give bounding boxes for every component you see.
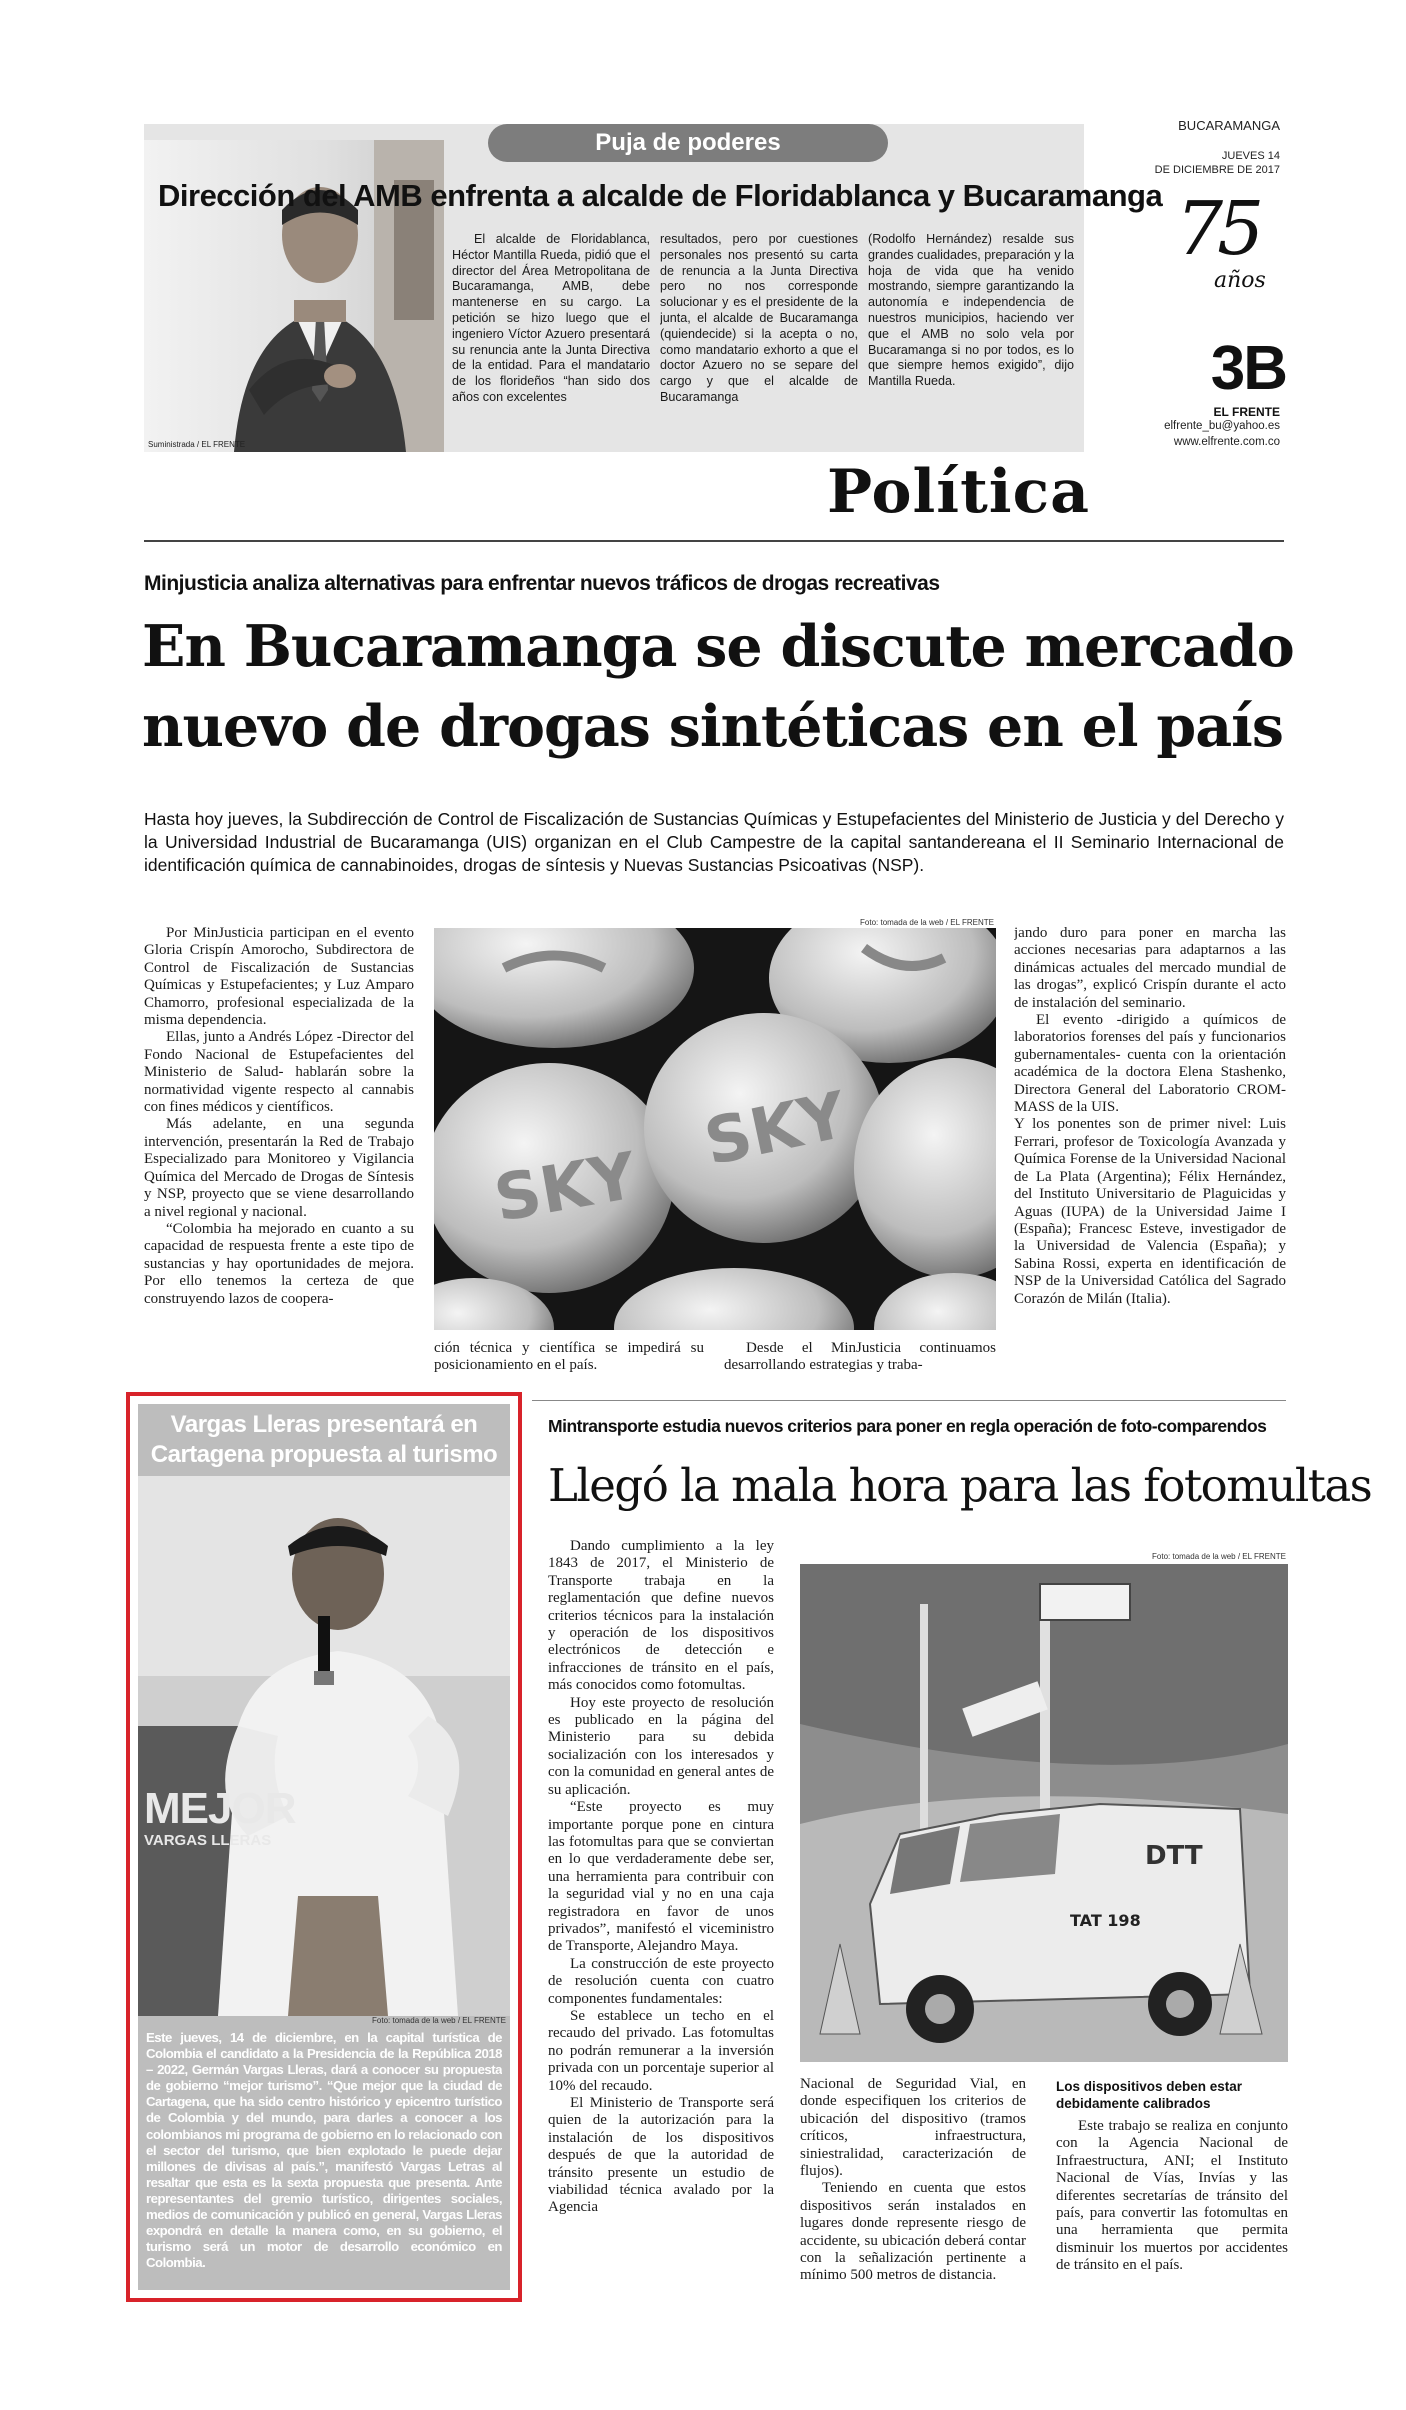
transport-col-1: Dando cumplimiento a la ley 1843 de 2017, el Ministerio de Transporte trabaja en la reglamentación que define nuevos criterios técnicos para la instalación y operación de los dispositivos electrónicos de detección e infracciones de tránsito en el país, más conocidos como fotomultas. Hoy este proyecto de resolución es publicado en la página del Ministerio para su debida socialización con los interesados y con la comunidad en general antes de su aplicación. “Este proyecto es muy importante porque pone en cintura las fotomultas para que se conviertan en lo que verdaderamente debe ser, una herramienta para contribuir con la seguridad vial y no en una caja registradora en favor de unos privados”, manifestó el viceministro de Transporte, Alejandro Maya. La construcción de este proyecto de resolución cuenta con cuatro componentes fundamentales: Se establece un techo en el recaudo del privado. Las fotomultas no podrán remunerar a la inversión privada con un porcentaje superior al 10% del recaudo. El Ministerio de Transporte será quien de la autorización para la instalación de los dispositivos después de que la autoridad de tránsito presente un estudio de viabilidad técnica avalado por la Agencia xyxy=(548,1538,774,2216)
transport-photo-credit: Foto: tomada de la web / EL FRENTE xyxy=(1152,1552,1286,1561)
transport-col-3: Este trabajo se realiza en conjunto con la Agencia Nacional de Infraestructura, ANI; el Instituto Nacional de Vías, Invías y las diferentes secretarías de tránsito del país, para convertir las fotomultas en una herramienta que permita disminuir los muertos por accidentes de tránsito en el país. xyxy=(1056,2118,1288,2274)
masthead-date-2: DE DICIEMBRE DE 2017 xyxy=(1154,164,1280,176)
top-story-col-3: (Rodolfo Hernández) resalde sus grandes cualidades, preparación y la hoja de vida que ha venido mostrando, siempre garantizando la autonomía e independencia de nuestros municipios, haciendo ver que el AMB no solo vela por Bucaramanga si no por todos, es lo que siempre hemos exigido”, dijo Mantilla Rueda. xyxy=(868,232,1074,389)
sidebar-banner-2: VARGAS LLERAS xyxy=(144,1832,272,1849)
main-story-col-2-bottom: ción técnica y científica se impedirá su posicionamiento en el país. xyxy=(434,1340,704,1374)
main-story-col-3-bottom: Desde el MinJusticia continuamos desarrollando estrategias y traba- xyxy=(724,1340,996,1374)
paper-name: EL FRENTE xyxy=(1213,405,1280,419)
main-story-lead: Hasta hoy jueves, la Subdirección de Control de Fiscalización de Sustancias Químicas y Estupefacientes del Ministerio de Justicia y del Derecho y la Universidad Industrial de Bucaramanga (UIS) organizan en el Club Campestre de la capital santandereana el II Seminario Internacional de identificación química de cannabinoides, drogas de síntesis y Nuevas Sustancias Psicoativas (NSP). xyxy=(144,809,1284,875)
top-story-box xyxy=(144,124,1163,452)
sidebar-box xyxy=(126,1392,522,2302)
masthead-date-1: JUEVES 14 xyxy=(1221,150,1280,162)
page-number: 3B xyxy=(1210,334,1286,403)
section-rule xyxy=(144,540,1284,542)
masthead-email[interactable]: elfrente_bu@yahoo.es xyxy=(1164,420,1280,432)
transport-headline: Llegó la mala hora para las fotomultas xyxy=(548,1459,1372,1512)
masthead-city: BUCARAMANGA xyxy=(1178,118,1280,133)
top-story-col-2: resultados, pero por cuestiones personales nos presentó su carta de renuncia a la Junta Directiva pero no nos corresponde solucionar y es el presidente de la junta, el alcalde de Bucaramanga (quiendecide) si la acepta o no, como mandatario exhorto a que el doctor Azuero no se separe del cargo y que el alcalde de Bucaramanga xyxy=(660,232,858,404)
main-story-kicker: Minjusticia analiza alternativas para enfrentar nuevos tráficos de drogas recreativas xyxy=(144,572,940,595)
sidebar-banner-1: MEJOR xyxy=(144,1784,296,1833)
transport-kicker: Mintransporte estudia nuevos criterios para poner en regla operación de foto-comparendos xyxy=(548,1416,1267,1436)
top-story-photo-credit: Suministrada / EL FRENTE xyxy=(148,440,246,449)
speaker-photo-icon xyxy=(138,1476,510,2016)
van-label: TAT 198 xyxy=(1070,1911,1141,1930)
pills-icon xyxy=(434,928,996,1330)
top-story-headline: Dirección del AMB enfrenta a alcalde de Floridablanca y Bucaramanga xyxy=(158,178,1163,213)
van-logo: DTT xyxy=(1145,1841,1203,1871)
sidebar-photo xyxy=(138,1476,510,2016)
main-story-photo xyxy=(434,928,996,1330)
transport-subhead-1: Los dispositivos deben estar xyxy=(1056,2079,1243,2094)
top-story-kicker: Puja de poderes xyxy=(488,124,888,162)
camera-van-icon xyxy=(800,1564,1288,2062)
sidebar-photo-credit: Foto: tomada de la web / EL FRENTE xyxy=(372,2016,506,2025)
transport-photo xyxy=(800,1564,1288,2062)
sidebar-body: Este jueves, 14 de diciembre, en la capital turística de Colombia el candidato a la Presidencia de la República 2018 – 2022, Germán Vargas Lleras, dará a conocer su propuesta de gobierno “mejor turismo”. “Que mejor que la ciudad de Cartagena, que ha sido centro histórico y epicentro turístico de Colombia y del mundo, para darles a conocer a los colombianos mi programa de gobierno en lo relacionado con el sector del turismo, que bien explotado le puede dejar millones de divisas al país.”, manifestó Vargas Letras al resaltar que esta es la sexta propuesta que presenta. Ante representantes del gremio turístico, dirigentes sociales, medios de comunicación y publicó en general, Vargas Lleras expondrá en detalle la manera como, en su gobierno, el turismo será un motor de desarrollo económico en Colombia. xyxy=(146,2030,502,2271)
main-story-col-1: Por MinJusticia participan en el evento Gloria Crispín Amorocho, Subdirectora de Control de Fiscalización de Sustancias Químicas y Estupefacientes; y Luz Amparo Chamorro, profesional especializada de la misma dependencia. Ellas, junto a Andrés López -Director del Fondo Nacional de Estupefacientes del Ministerio de Salud- hablarán sobre la normatividad vigente respecto al cannabis con fines médicos y científicos. Más adelante, en una segunda intervención, presentarán la Red de Trabajo Especializado para Monitoreo y Vigilancia Química del Mercado de Drogas de Síntesis y NSP, proyecto que se viene desarrollando a nivel regional y nacional. “Colombia ha mejorado en cuanto a su capacidad de respuesta frente a este tipo de sustancias y hay oportunidades de mejora. Por ello tenemos la certeza de que construyendo lazos de coopera- xyxy=(144,925,414,1307)
transport-col-2: Nacional de Seguridad Vial, en donde especifiquen los criterios de ubicación del dispositivo (tramos críticos, infraestructura, siniestralidad, caracterización de flujos). Teniendo en cuenta que estos dispositivos serán instalados en lugares donde represente riesgo de accidente, su ubicación deberá contar con la señalización pertinente a mínimo 500 metros de distancia. xyxy=(800,2076,1026,2284)
sidebar-inner xyxy=(138,1404,510,2290)
masthead-website[interactable]: www.elfrente.com.co xyxy=(1173,436,1280,448)
anniversary-word: años xyxy=(1214,268,1266,293)
middle-rule xyxy=(532,1400,1286,1401)
main-story-col-4: jando duro para poner en marcha las acciones necesarias para adaptarnos a las dinámicas actuales del mercado mundial de las drogas”, explicó Crispín durante el acto de instalación del seminario. El evento -dirigido a químicos de laboratorios forenses del país y funcionarios gubernamentales- cuenta con la orientación académica de la doctora Elena Stashenko, Directora General del Laboratorio CROM-MASS de la UIS. Y los ponentes son de primer nivel: Luis Ferrari, profesor de Toxicología Avanzada y Química Forense de la Universidad Nacional de La Plata (Argentina); Félix Hernández, del Instituto Universitario de Plaguicidas y Aguas (IUPA) de la Universidad Jaime I (España); Francesc Esteve, investigador de la Universidad de Valencia (España); y Sabina Rossi, experta en identificación de NSP de la Universidad Católica del Sagrado Corazón de Milán (Italia). xyxy=(1014,925,1286,1307)
pill-text-1: SKY xyxy=(489,1139,642,1238)
pill-text-2: SKY xyxy=(698,1078,853,1181)
section-title: Política xyxy=(826,457,1090,527)
sidebar-headline-1: Vargas Lleras presentará en xyxy=(170,1411,478,1438)
transport-subhead-2: debidamente calibrados xyxy=(1056,2096,1211,2111)
top-story-col-1: El alcalde de Floridablanca, Héctor Mantilla Rueda, pidió que el director del Área Metropolitana de Bucaramanga, AMB, debe mantenerse en su cargo. La petición se hizo luego que el ingeniero Víctor Azuero presentará su renuncia ante la Junta Directiva de la entidad. Para el mandatario de los florideños “han sido dos años con excelentes xyxy=(452,232,650,404)
sidebar-headline-2: Cartagena propuesta al turismo xyxy=(150,1441,498,1468)
anniversary-logo xyxy=(1170,186,1280,314)
main-story-photo-credit: Foto: tomada de la web / EL FRENTE xyxy=(860,918,994,927)
main-story-headline-2: nuevo de drogas sintéticas en el país xyxy=(142,693,1283,760)
anniversary-number: 75 xyxy=(1176,186,1259,272)
main-story-headline-1: En Bucaramanga se discute mercado xyxy=(142,613,1294,680)
